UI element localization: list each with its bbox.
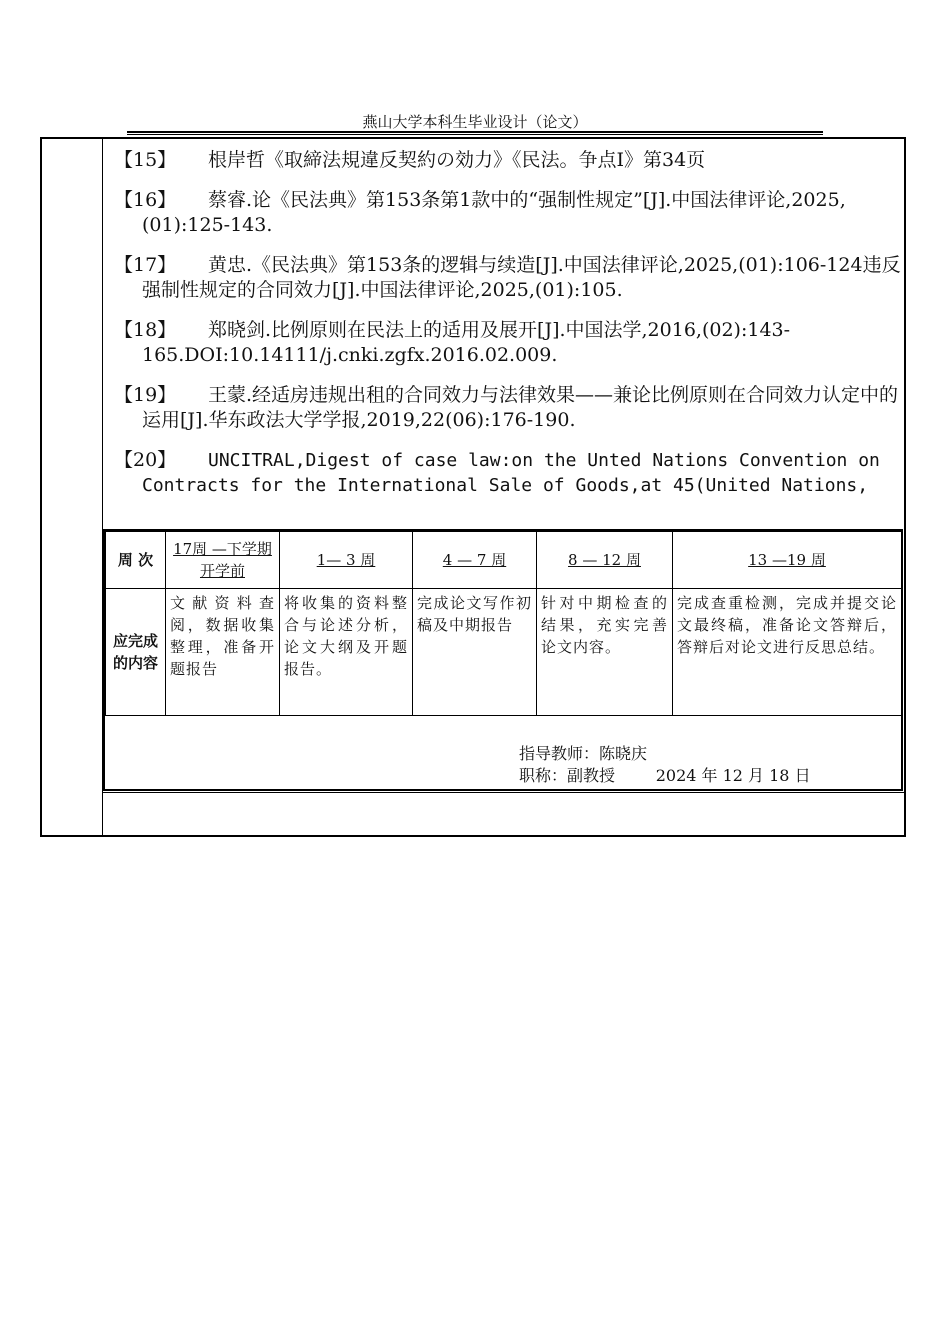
reference-number: 【16】 <box>114 189 177 211</box>
reference-number: 【18】 <box>114 319 177 341</box>
reference-number: 【15】 <box>114 149 177 171</box>
content-cell: 将收集的资料整合与论述分析，论文大纲及开题报告。 <box>280 589 413 716</box>
week-cell: 17周 —下学期开学前 <box>166 532 280 589</box>
week-cell: 4 — 7 周 <box>413 532 537 589</box>
reference-text: 黄忠.《民法典》第153条的逻辑与续造[J].中国法律评论,2025,(01):106-124违反强制性规定的合同效力[J].中国法律评论,2025,(01):105. <box>142 254 901 301</box>
reference-list <box>114 148 904 513</box>
content-label-cell: 应完成的内容 <box>106 589 166 716</box>
reference-text: 郑晓剑.比例原则在民法上的适用及展开[J].中国法学,2016,(02):143-165.DOI:10.14111/j.cnki.zgfx.2016.02.009. <box>142 319 791 366</box>
reference-item <box>114 253 904 303</box>
reference-text: 王蒙.经适房违规出租的合同效力与法律效果——兼论比例原则在合同效力认定中的运用[J].华东政法大学学报,2019,22(06):176-190. <box>142 384 899 431</box>
week-label-cell: 周 次 <box>106 532 166 589</box>
reference-item <box>114 188 904 238</box>
content-cell: 文献资料查阅，数据收集整理，准备开题报告 <box>166 589 280 716</box>
content-cell: 完成查重检测，完成并提交论文最终稿，准备论文答辩后，答辩后对论文进行反思总结。 <box>673 589 902 716</box>
signature-block <box>519 743 811 787</box>
reference-number: 【20】 <box>114 449 177 471</box>
advisor-title-and-date <box>519 765 811 787</box>
reference-item <box>114 318 904 368</box>
bottom-divider <box>102 792 906 793</box>
reference-text: 根岸哲《取締法規違反契約の効力》《民法。争点I》第34页 <box>208 149 706 171</box>
header-rule <box>127 131 823 135</box>
advisor-name: 指导教师：陈晓庆 <box>519 744 648 763</box>
content-cell: 完成论文写作初稿及中期报告 <box>413 589 537 716</box>
reference-text: 蔡睿.论《民法典》第153条第1款中的“强制性规定”[J].中国法律评论,2025,(01):125-143. <box>142 189 846 236</box>
reference-item <box>114 148 904 173</box>
week-cell: 13 —19 周 <box>673 532 902 589</box>
reference-item <box>114 383 904 433</box>
sign-date: 2024 年 12 月 18 日 <box>655 766 811 785</box>
reference-item <box>114 448 904 498</box>
reference-text: UNCITRAL,Digest of case law:on the Unted Nations Convention on Contracts for the International Sale of Goods,at 45(United Nations, <box>142 450 880 496</box>
page-header-title: 燕山大学本科生毕业设计（论文） <box>362 113 588 131</box>
advisor-title: 职称：副教授 <box>519 766 616 785</box>
reference-number: 【19】 <box>114 384 177 406</box>
week-cell: 1— 3 周 <box>280 532 413 589</box>
reference-number: 【17】 <box>114 254 177 276</box>
week-cell: 8 — 12 周 <box>537 532 673 589</box>
content-cell: 针对中期检查的结果，充实完善论文内容。 <box>537 589 673 716</box>
